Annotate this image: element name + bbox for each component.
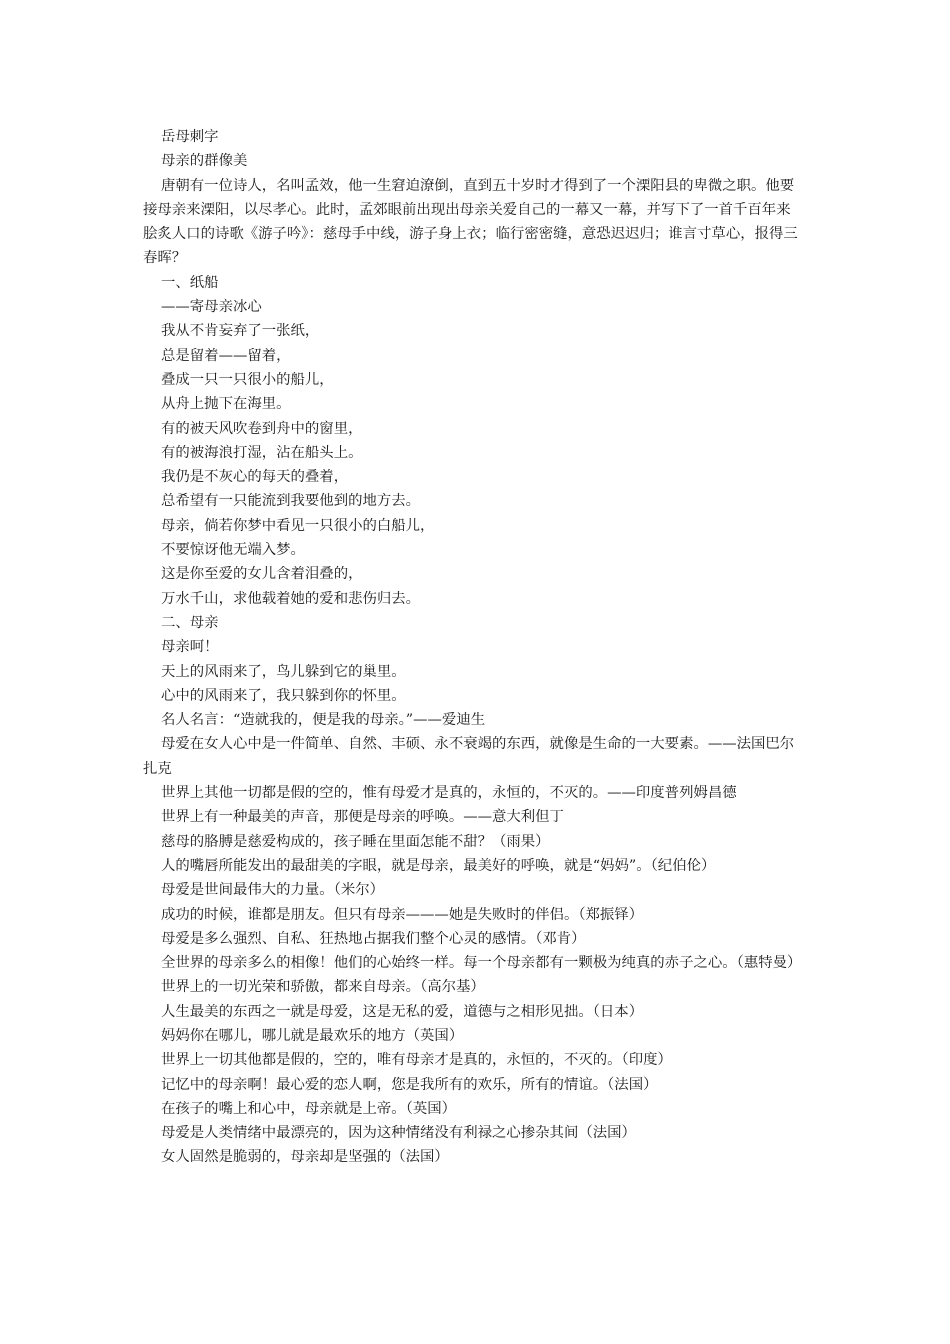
paragraph: 我从不肯妄弃了一张纸， [161,323,320,340]
paragraph: 从舟上抛下在海里。 [161,396,291,413]
paragraph: 岳母刺字 [161,129,219,145]
paragraph: 一、纸船 [161,274,219,291]
paragraph: 母爱是人类情绪中最漂亮的，因为这种情绪没有利禄之心掺杂其间（法国） [161,1125,636,1142]
paragraph: 心中的风雨来了，我只躲到你的怀里。 [161,687,406,704]
paragraph: 母亲的群像美 [161,153,248,170]
paragraph: 全世界的母亲多么的相像！他们的心始终一样。每一个母亲都有一颗极为纯真的赤子之心。（惠特曼） [161,955,802,972]
paragraph: 妈妈你在哪儿，哪儿就是最欢乐的地方（英国） [161,1027,464,1044]
paragraph: 名人名言：“造就我的，便是我的母亲。”——爱迪生 [161,712,486,729]
paragraph: 世界上的一切光荣和骄傲，都来自母亲。（高尔基） [161,979,485,996]
paragraph: 在孩子的嘴上和心中，母亲就是上帝。（英国） [161,1100,457,1117]
paragraph: 二、母亲 [161,614,219,631]
paragraph: 母爱在女人心中是一件简单、自然、丰硕、永不衰竭的东西，就像是生命的一大要素。——法国巴尔扎克 [143,736,795,777]
paragraph: 这是你至爱的女儿含着泪叠的， [161,566,363,583]
paragraph: 总是留着——留着， [161,347,291,364]
paragraph: 唐朝有一位诗人，名叫孟效，他一生窘迫潦倒，直到五十岁时才得到了一个溧阳县的卑微之职。他要接母亲来溧阳，以尽孝心。此时，孟郊眼前出现出母亲关爱自己的一幕又一幕，并写下了一首千百年来脍炙人口的诗歌《游子吟》：慈母手中线，游子身上衣；临行密密缝，意恐迟迟归；谁言寸草心，报得三春晖？ [143,177,798,267]
paragraph: 人的嘴唇所能发出的最甜美的字眼，就是母亲，最美好的呼唤，就是“妈妈”。（纪伯伦） [161,857,716,874]
paragraph: 慈母的胳膊是慈爱构成的，孩子睡在里面怎能不甜？（雨果） [161,833,550,850]
paragraph: 万水千山，求他载着她的爱和悲伤归去。 [161,590,421,607]
paragraph: 世界上有一种最美的声音，那便是母亲的呼唤。——意大利但丁 [161,809,564,826]
paragraph: 女人固然是脆弱的，母亲却是坚强的（法国） [161,1149,449,1166]
paragraph: 母爱是多么强烈、自私、狂热地占据我们整个心灵的感情。（邓肯） [161,930,586,947]
paragraph: 记忆中的母亲啊！最心爱的恋人啊，您是我所有的欢乐，所有的情谊。（法国） [161,1076,658,1093]
document-body [143,125,803,1170]
paragraph: 母亲呵！ [161,639,219,656]
paragraph: 世界上一切其他都是假的，空的，唯有母亲才是真的，永恒的，不灭的。（印度） [161,1052,672,1069]
paragraph: 天上的风雨来了，鸟儿躲到它的巢里。 [161,663,406,680]
paragraph: 我仍是不灰心的每天的叠着， [161,469,349,486]
paragraph: 世界上其他一切都是假的空的，惟有母爱才是真的，永恒的，不灭的。——印度普列姆昌德 [161,785,737,802]
paragraph: 母爱是世间最伟大的力量。（米尔） [161,882,385,899]
paragraph: 人生最美的东西之一就是母爱，这是无私的爱，道德与之相形见拙。（日本） [161,1003,644,1020]
paragraph: 有的被天风吹卷到舟中的窗里， [161,420,363,437]
paragraph: 不要惊讶他无端入梦。 [161,542,305,559]
paragraph: ——寄母亲冰心 [161,299,262,316]
paragraph: 有的被海浪打湿，沾在船头上。 [161,444,363,461]
paragraph: 叠成一只一只很小的船儿， [161,371,334,388]
paragraph: 成功的时候，谁都是朋友。但只有母亲———她是失败时的伴侣。（郑振铎） [161,906,644,923]
paragraph: 母亲，倘若你梦中看见一只很小的白船儿， [161,517,435,534]
paragraph: 总希望有一只能流到我要他到的地方去。 [161,493,421,510]
